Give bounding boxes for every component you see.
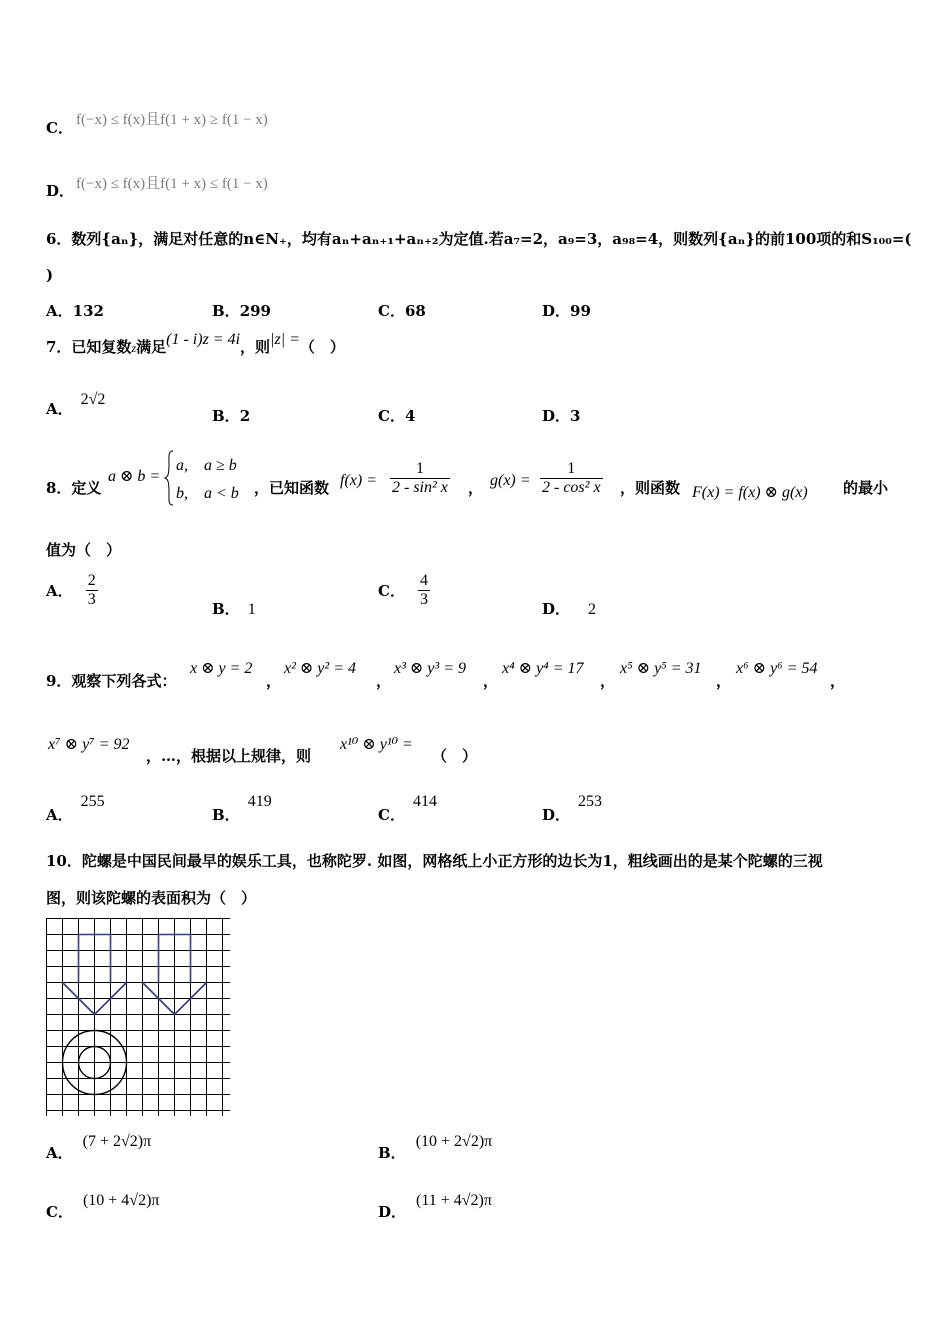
q9-eq-7: x⁷ ⊗ y⁷ = 92 bbox=[48, 736, 130, 753]
q7-option-b: B．2 bbox=[212, 407, 251, 425]
q8-line2: 值为（ ） bbox=[46, 541, 122, 559]
q8-g-lhs: g(x) = bbox=[490, 472, 531, 489]
q8-mid2: ，则函数 bbox=[620, 479, 681, 497]
q8-mid1: ，已知函数 bbox=[254, 479, 330, 497]
q6-stem-line1: 6．数列{aₙ}，满足对任意的n∈N₊，均有aₙ+aₙ₊₁+aₙ₊₂为定值.若a₇=2，a₉=3，a₉₈=4，则数列{aₙ}的前100项的和S₁₀₀=( bbox=[46, 230, 912, 248]
q9-eq-4: x⁴ ⊗ y⁴ = 17 bbox=[502, 660, 584, 677]
q6-stem-line2: ) bbox=[46, 266, 54, 284]
q6-option-c: C．68 bbox=[378, 302, 426, 320]
q8-option-b: B． 1 bbox=[212, 600, 256, 618]
q8-comma: ， bbox=[468, 479, 484, 497]
q7-option-c: C．4 bbox=[378, 407, 416, 425]
q10-stem-line2: 图，则该陀螺的表面积为（ ） bbox=[46, 889, 257, 907]
q7-stem: 7．已知复数z满足(1 - i)z = 4i，则|z| =（ ） bbox=[46, 331, 345, 356]
q10-option-a: A．(7 + 2√2)π bbox=[46, 1133, 152, 1162]
q8-f-lhs: f(x) = bbox=[340, 472, 377, 489]
q6-option-d: D．99 bbox=[542, 302, 591, 320]
q9-option-a: A．255 bbox=[46, 793, 105, 824]
q8-option-c: C． $\frac{4}{3}$ bbox=[378, 572, 429, 608]
q8-case1: a, a ≥ b bbox=[176, 457, 237, 474]
q6-option-a: A．132 bbox=[46, 302, 104, 320]
q8-option-d: D． 2 bbox=[542, 600, 597, 618]
q8-g-frac: $\frac{1}{\text{2 - cos² x}}$ bbox=[542, 460, 601, 496]
q8-def-lhs: a ⊗ b = bbox=[108, 468, 161, 485]
q5-option-c-label: C． bbox=[46, 119, 73, 137]
q7-option-a: A．2√2 bbox=[46, 391, 106, 418]
q8-F-expr: F(x) = f(x) ⊗ g(x) bbox=[692, 484, 808, 501]
q10-stem-line1: 10．陀螺是中国民间最早的娱乐工具，也称陀罗. 如图，网格纸上小正方形的边长为1，粗线画出的是某个陀螺的三视 bbox=[46, 852, 823, 870]
q9-eq-5: x⁵ ⊗ y⁵ = 31 bbox=[620, 660, 702, 677]
q8-case2: b, a < b bbox=[176, 485, 239, 502]
q8-brace-icon bbox=[164, 450, 174, 506]
q5-option-d-expr: f(−x) ≤ f(x)且f(1 + x) ≤ f(1 − x) bbox=[76, 176, 268, 192]
q10-option-d: D．(11 + 4√2)π bbox=[378, 1192, 492, 1221]
q9-eq-3: x³ ⊗ y³ = 9 bbox=[394, 660, 466, 677]
q8-option-a: A． $\frac{2}{3}$ bbox=[46, 572, 96, 608]
q9-eq-2: x² ⊗ y² = 4 bbox=[284, 660, 356, 677]
q10-option-c: C．(10 + 4√2)π bbox=[46, 1192, 160, 1221]
q5-option-d-label: D． bbox=[46, 182, 75, 200]
q9-mid: ，…，根据以上规律，则 bbox=[146, 747, 312, 765]
q9-prefix: 9．观察下列各式： bbox=[46, 672, 177, 690]
q9-option-c: C．414 bbox=[378, 793, 437, 824]
q10-option-b: B．(10 + 2√2)π bbox=[378, 1133, 493, 1162]
q8-tail: 的最小 bbox=[843, 479, 889, 497]
q8-f-frac: $\frac{1}{\text{2 - sin² x}}$ bbox=[392, 460, 448, 496]
q8-prefix: 8．定义 bbox=[46, 479, 102, 497]
q9-sep-2: ， bbox=[376, 672, 392, 690]
q9-sep-3: ， bbox=[483, 672, 499, 690]
q9-option-b: B．419 bbox=[212, 793, 272, 824]
q10-three-view-figure bbox=[46, 918, 230, 1116]
q7-option-d: D．3 bbox=[542, 407, 581, 425]
q9-option-d: D．253 bbox=[542, 793, 603, 824]
q5-option-c-expr: f(−x) ≤ f(x)且f(1 + x) ≥ f(1 − x) bbox=[76, 112, 268, 128]
q9-sep-4: ， bbox=[600, 672, 616, 690]
q9-sep-1: ， bbox=[266, 672, 282, 690]
q6-option-b: B．299 bbox=[212, 302, 271, 320]
q9-sep-6: ， bbox=[830, 672, 846, 690]
q9-eq-1: x ⊗ y = 2 bbox=[190, 660, 253, 677]
q9-blank: （ ） bbox=[432, 747, 478, 765]
q9-target: x¹⁰ ⊗ y¹⁰ = bbox=[340, 736, 413, 753]
q9-eq-6: x⁶ ⊗ y⁶ = 54 bbox=[736, 660, 818, 677]
q9-sep-5: ， bbox=[716, 672, 732, 690]
